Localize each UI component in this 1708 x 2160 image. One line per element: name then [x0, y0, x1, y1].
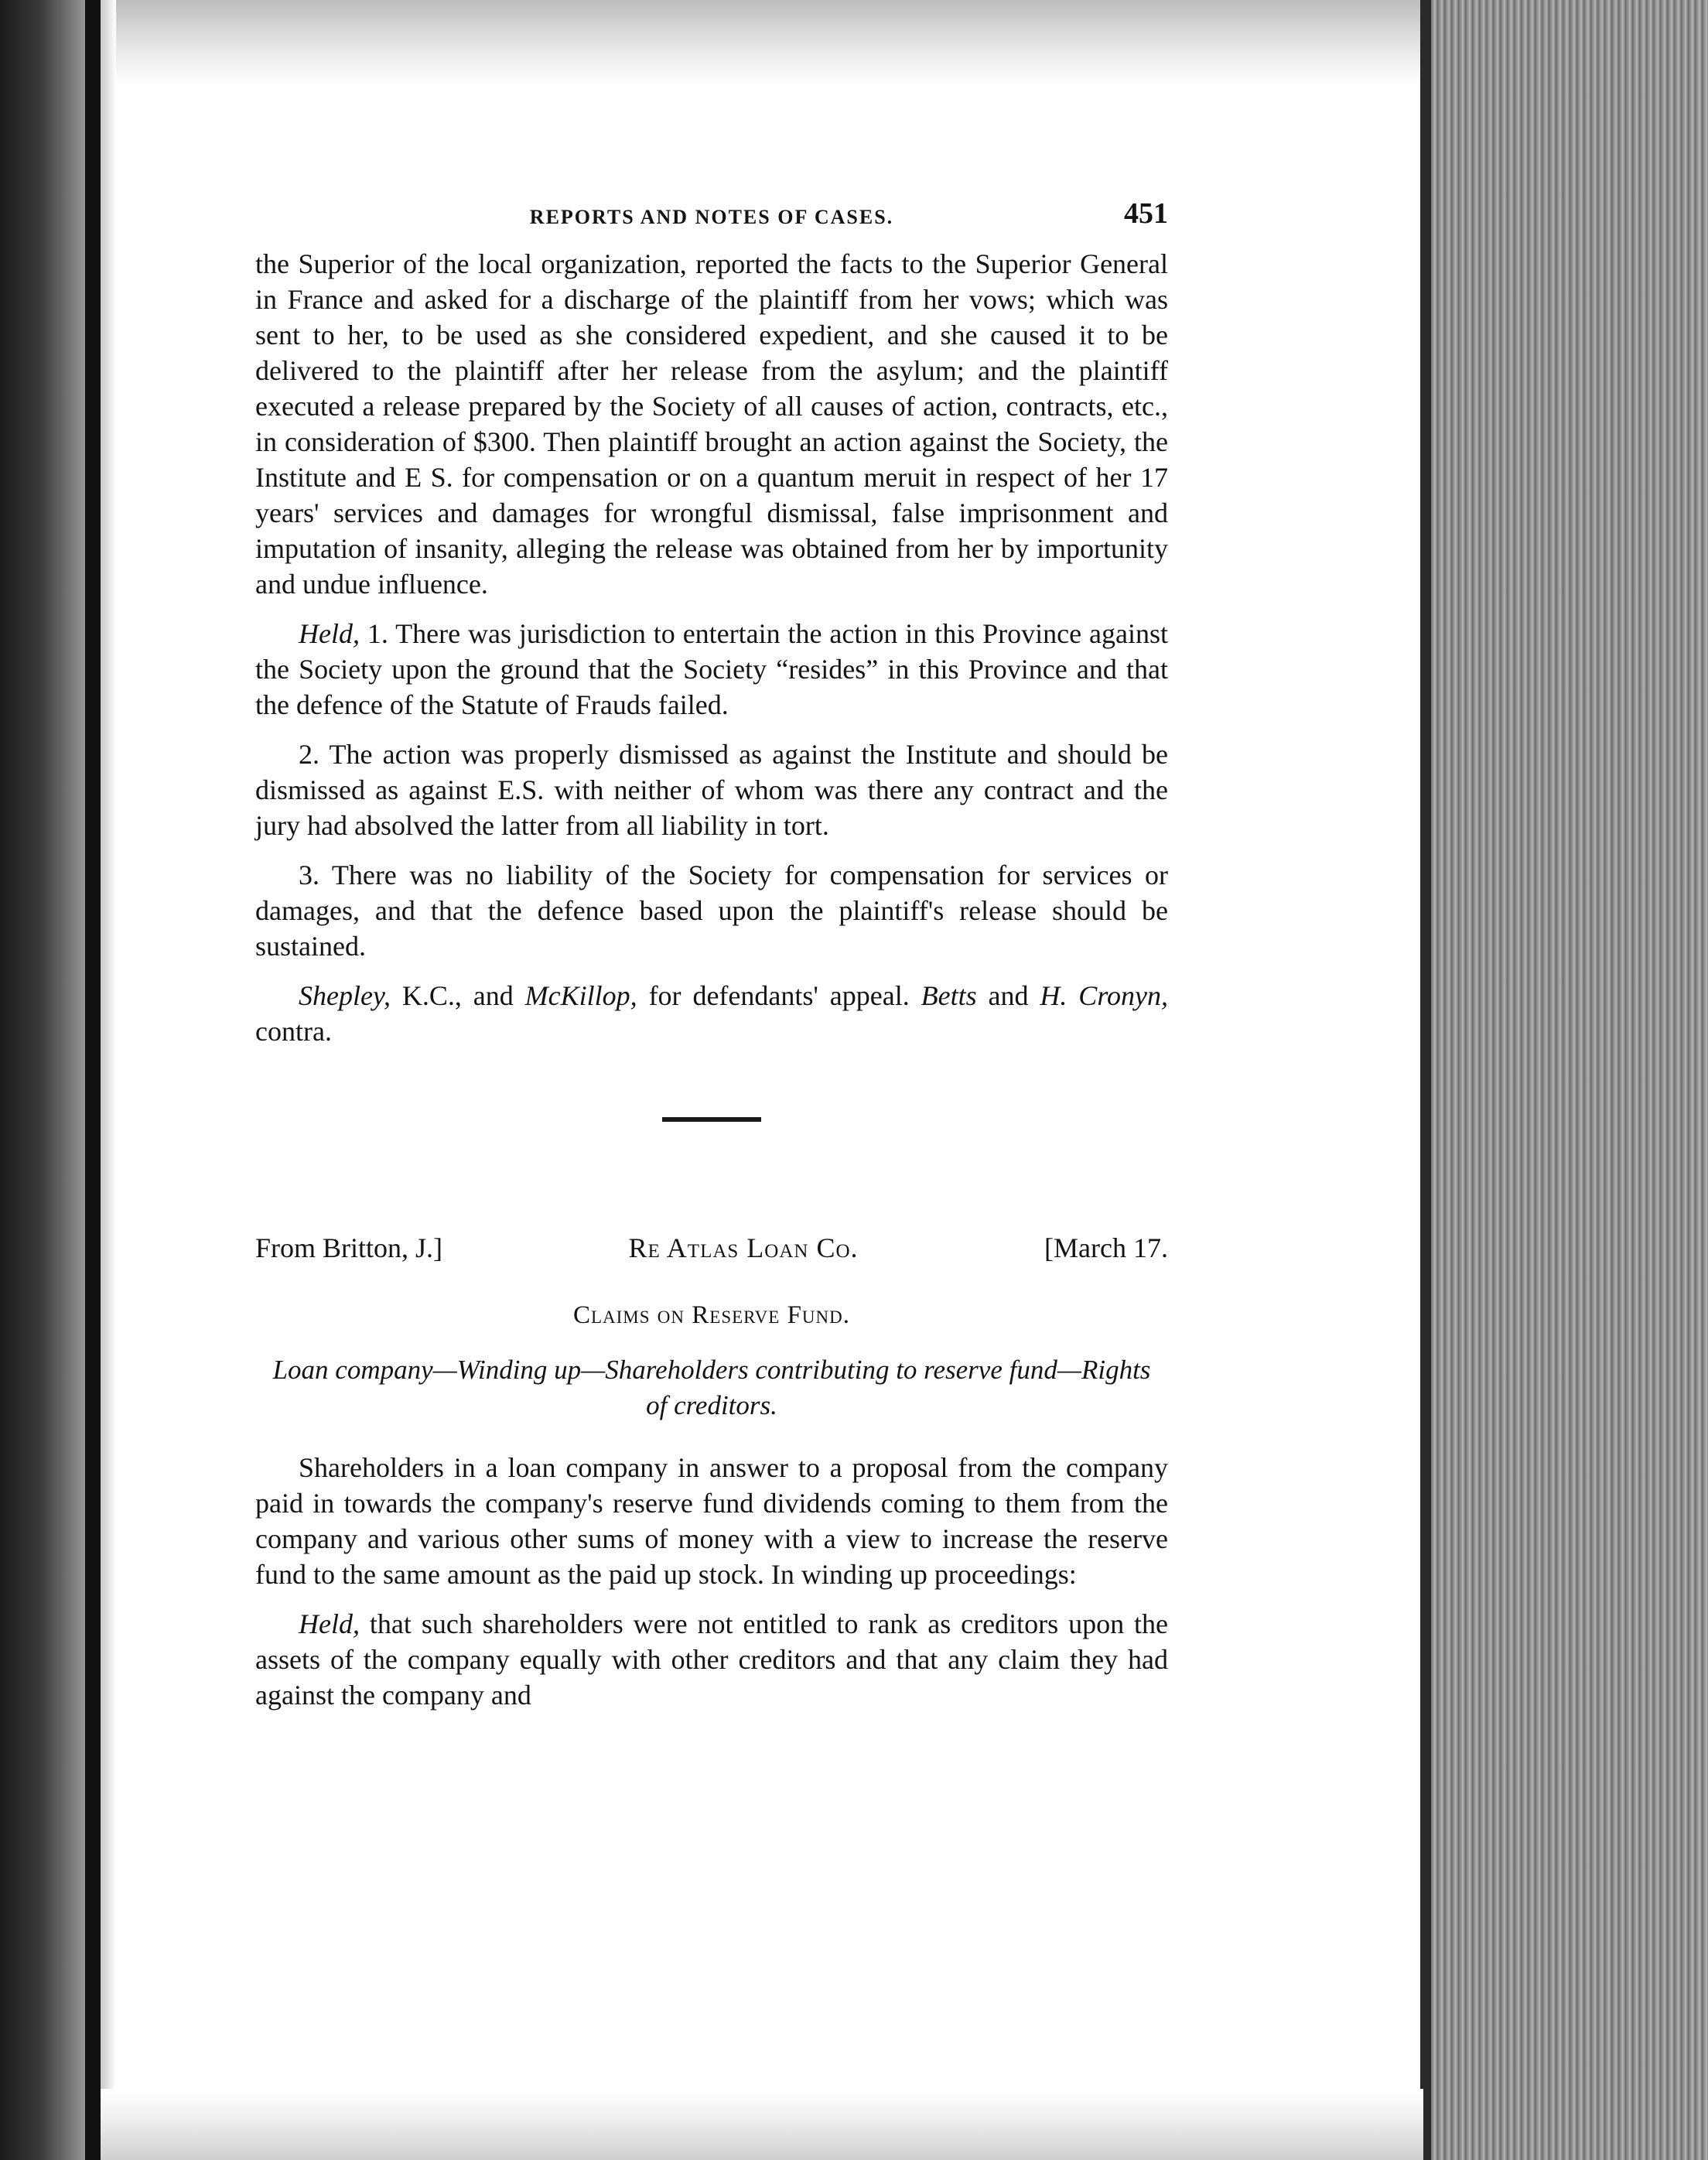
running-title: REPORTS AND NOTES OF CASES.: [529, 206, 894, 228]
counsel-text-3: and: [976, 980, 1040, 1011]
case2-facts-paragraph: Shareholders in a loan company in answer to a proposal from the company paid in towards the company's reserve fund dividends coming to them from the company and various other sums of money with a view to increase the reserve fund to the same amount as the paid up stock. In winding up proceedings:: [255, 1452, 1168, 1590]
case2-held-label: Held,: [299, 1608, 360, 1639]
scan-right-edge: [1420, 0, 1431, 2160]
counsel-text-1: K.C., and: [390, 980, 525, 1011]
counsel-name-1: Shepley,: [299, 980, 391, 1011]
counsel-name-2: McKillop,: [524, 980, 637, 1011]
case1-facts-paragraph: the Superior of the local organization, reported the facts to the Superior General in France and asked for a discharge of the plaintiff from her vows; which was sent to her, to be used as she considered expedient, and she caused it to be delivered to the plaintiff after her release from the asylum; and the plaintiff executed a release prepared by the Society of all causes of action, contracts, etc., in consideration of $300. Then plaintiff brought an action against the Society, the Institute and E S. for compensation or on a quantum meruit in respect of her 17 years' services and damages for wrongful dismissal, false imprisonment and imputation of insanity, alleging the release was obtained from her by importunity and undue influence.: [255, 248, 1168, 600]
case2-heading: [255, 1230, 1168, 1266]
counsel-name-4: H. Cronyn,: [1040, 980, 1168, 1011]
document-page: [255, 193, 1168, 1713]
counsel-name-3: Betts: [921, 980, 977, 1011]
scan-binding-edge: [85, 0, 101, 2160]
counsel-text-4: contra.: [255, 1016, 332, 1047]
case2-held-text: that such shareholders were not entitled to rank as creditors upon the assets of the company equally with other creditors and that any claim they had against the company and: [255, 1608, 1168, 1711]
scan-right-shadow: [1423, 0, 1708, 2160]
case1-held-2: 2. The action was properly dismissed as against the Institute and should be dismissed as against E.S. with neither of whom was there any contract and the jury had absolved the latter from all liability in tort.: [255, 739, 1168, 841]
counsel-text-2: for defendants' appeal.: [637, 980, 921, 1011]
case2-subheading: Claims on Reserve Fund.: [572, 1301, 851, 1329]
case2-from-judge: From Britton, J.]: [255, 1232, 443, 1263]
case2-held: [255, 1606, 1168, 1713]
case2-date: [March 17.: [1044, 1232, 1168, 1263]
case1-held-1: [255, 616, 1168, 723]
scan-top-shadow: [0, 0, 1423, 85]
running-header: [255, 193, 1168, 240]
case2-title: Re Atlas Loan Co.: [628, 1232, 859, 1263]
held-1-text: 1. There was jurisdiction to entertain the action in this Province against the Society upon the ground that the Society “resides” in this Province and that the defence of the Statute of Frauds failed.: [255, 618, 1168, 720]
case2-catchwords: Loan company—Winding up—Shareholders contributing to reserve fund—Rights of creditors.: [272, 1355, 1151, 1420]
held-label: Held,: [299, 618, 360, 649]
scan-bottom-shadow: [101, 2089, 1423, 2160]
page-number: 451: [1124, 197, 1168, 230]
section-divider: [662, 1117, 761, 1122]
case1-held-3: 3. There was no liability of the Society for compensation for services or damages, and that the defence based upon the plaintiff's release should be sustained.: [255, 860, 1168, 962]
case1-counsel: [255, 978, 1168, 1049]
